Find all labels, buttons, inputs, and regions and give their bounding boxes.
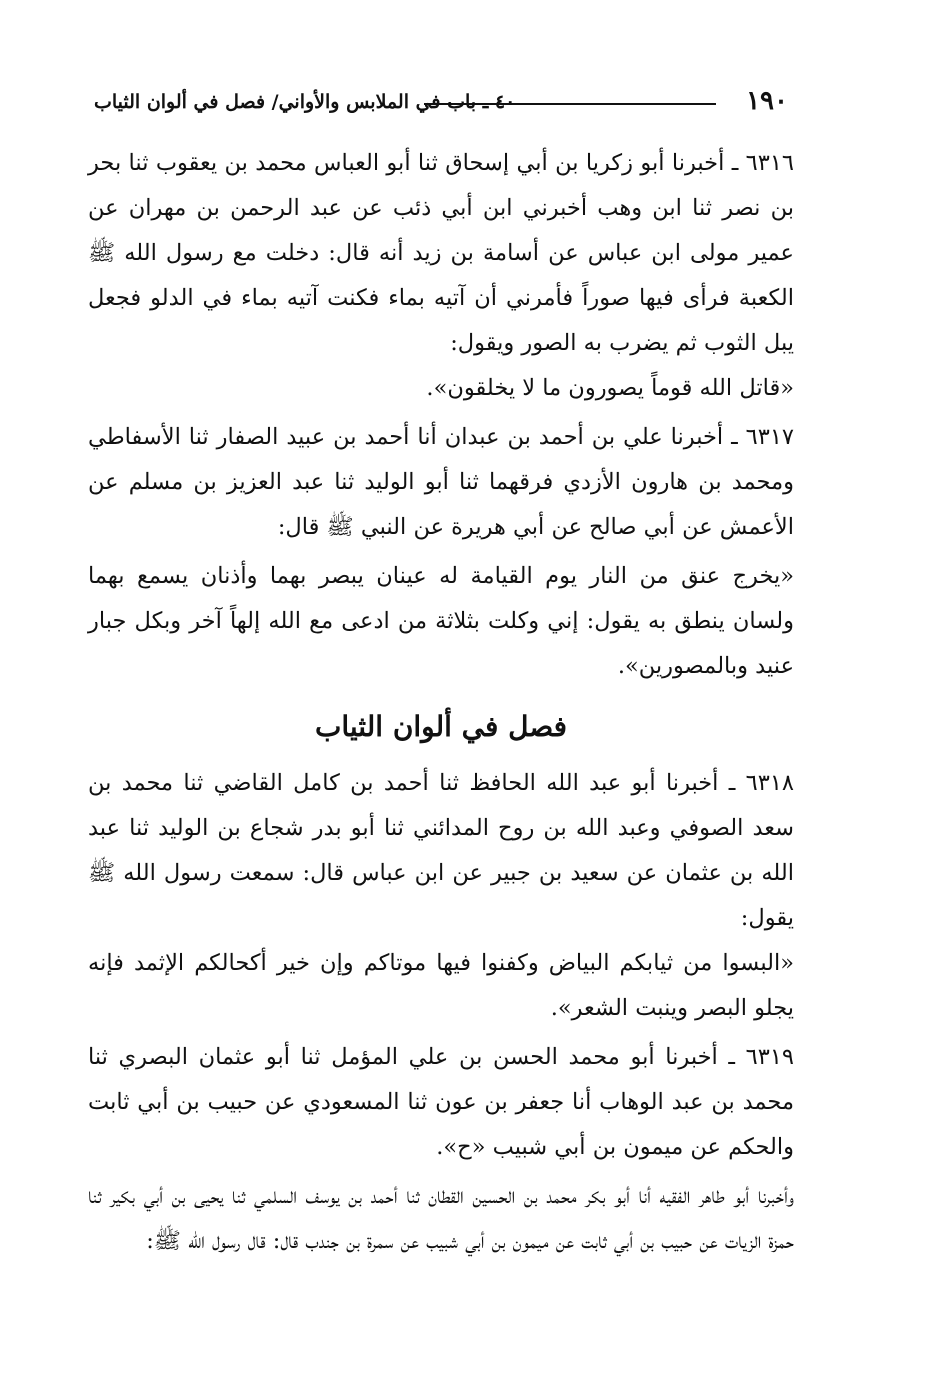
chapter-title: ٤٠ ـ باب في الملابس والأواني/ فصل في ألوان الثياب xyxy=(94,91,516,113)
page-number: ١٩٠ xyxy=(746,86,788,116)
hadith-quote-6318: «البسوا من ثيابكم البياض وكفنوا فيها موتاكم وإن خير أكحالكم الإثمد فإنه يجلو البصر وينبت الشعر». xyxy=(88,950,794,1021)
hadith-6319: ٦٣١٩ ـ أخبرنا أبو محمد الحسن بن علي المؤمل ثنا أبو عثمان البصري ثنا محمد بن عبد الوهاب أنا جعفر بن عون ثنا المسعودي عن حبيب بن أبي ثابت والحكم عن ميمون بن أبي شبيب «ح». xyxy=(88,1044,794,1160)
hadith-quote-6317: «يخرج عنق من النار يوم القيامة له عينان يبصر بهما وأذنان يسمع بهما ولسان ينطق به يقول: إني وكلت بثلاثة من ادعى مع الله إلهاً آخر وبكل جبار عنيد وبالمصورين». xyxy=(88,563,794,679)
hadith-6319-second-chain: وأخبرنا أبو طاهر الفقيه أنا أبو بكر محمد بن الحسين القطان ثنا أحمد بن يوسف السلمي ثنا يحيى بن أبي بكير ثنا حمزة الزيات عن حبيب بن أبي ثابت عن ميمون بن أبي شبيب عن سمرة بن جندب قال: قال رسول الله ﷺ: xyxy=(88,1183,794,1254)
hadith-6317: ٦٣١٧ ـ أخبرنا علي بن أحمد بن عبدان أنا أحمد بن عبيد الصفار ثنا الأسفاطي ومحمد بن هارون الأزدي فرقهما ثنا أبو الوليد ثنا عبد العزيز بن مسلم عن الأعمش عن أبي صالح عن أبي هريرة عن النبي ﷺ قال: xyxy=(88,424,794,540)
running-header xyxy=(88,82,794,118)
body-text xyxy=(88,141,794,1264)
hadith-6318: ٦٣١٨ ـ أخبرنا أبو عبد الله الحافظ ثنا أحمد بن كامل القاضي ثنا محمد بن سعد الصوفي وعبد الله بن روح المدائني ثنا أبو بدر شجاع بن الوليد ثنا عبد الله بن عثمان عن سعيد بن جبير عن ابن عباس قال: سمعت رسول الله ﷺ يقول: xyxy=(88,770,794,931)
hadith-quote-6316: «قاتل الله قوماً يصورون ما لا يخلقون». xyxy=(426,375,794,401)
hadith-6316: ٦٣١٦ ـ أخبرنا أبو زكريا بن أبي إسحاق ثنا أبو العباس محمد بن يعقوب ثنا بحر بن نصر ثنا ابن وهب أخبرني ابن أبي ذئب عن عبد الرحمن بن مهران عن عمير مولى ابن عباس عن أسامة بن زيد أنه قال: دخلت مع رسول الله ﷺ الكعبة فرأى فيها صوراً فأمرني أن آتيه بماء فكنت آتيه بماء في الدلو فجعل يبل الثوب ثم يضرب به الصور ويقول: xyxy=(88,150,794,356)
section-heading: فصل في ألوان الثياب xyxy=(314,710,568,743)
